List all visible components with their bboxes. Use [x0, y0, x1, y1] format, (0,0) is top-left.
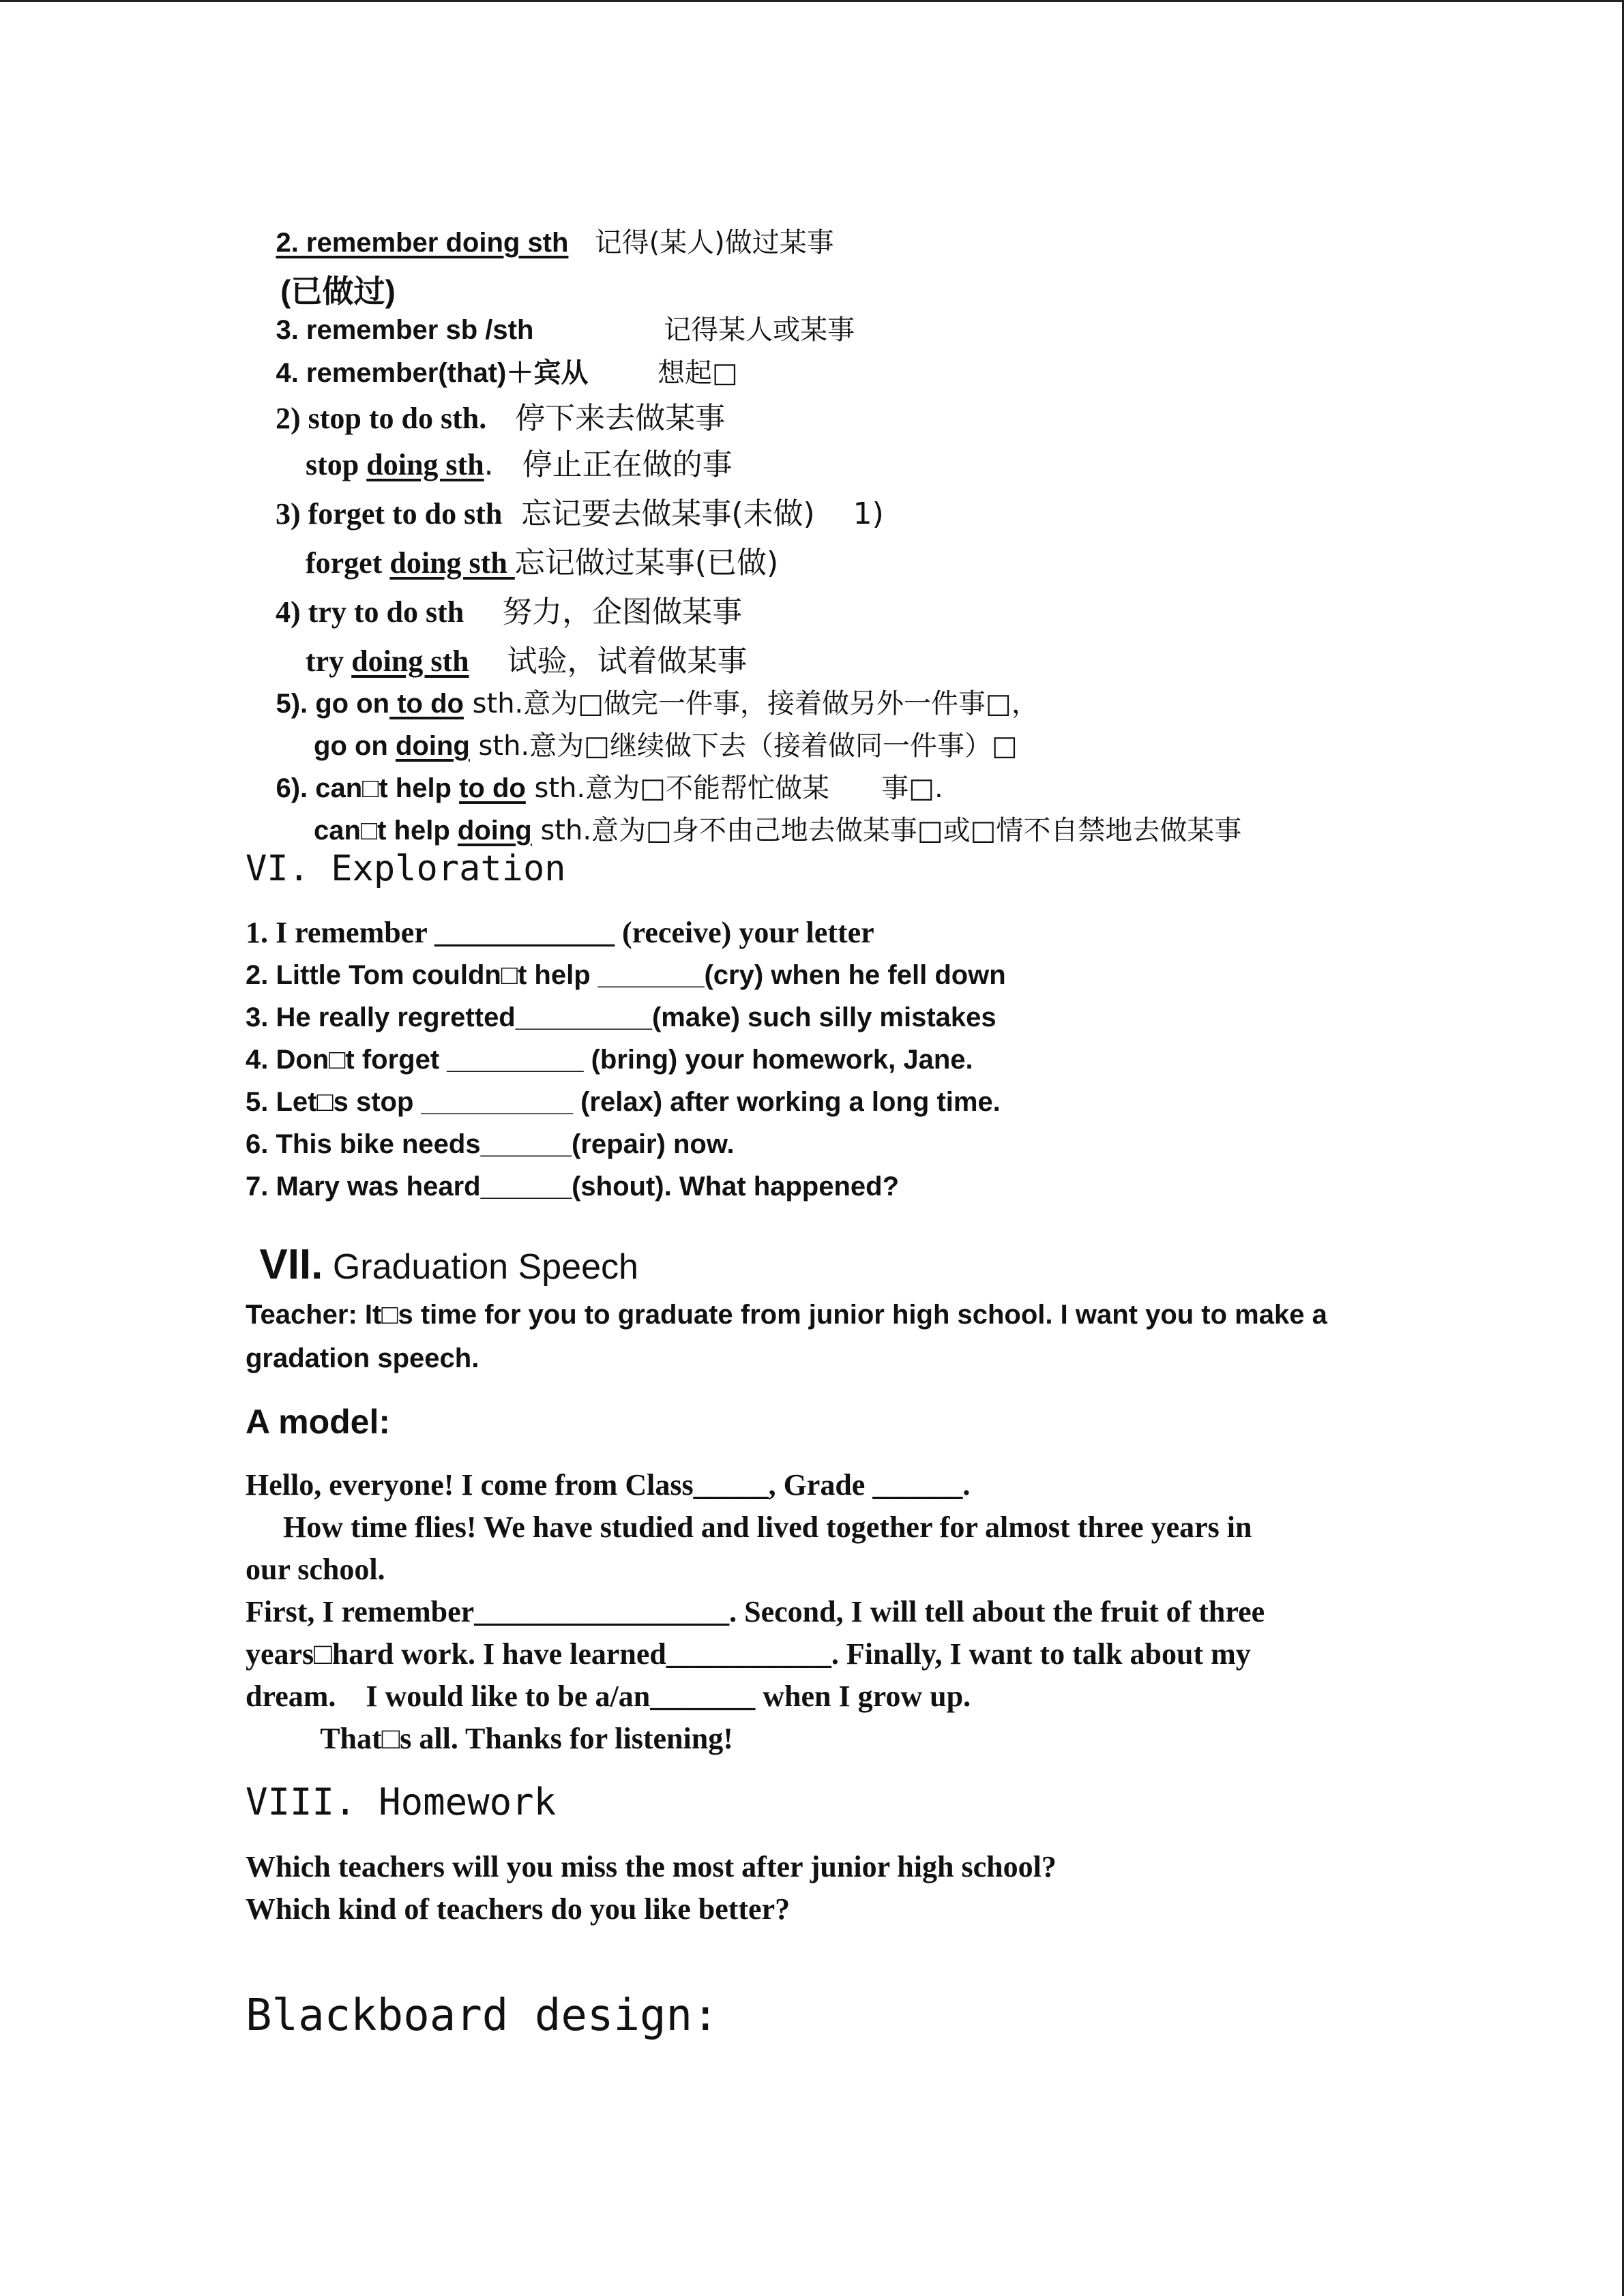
exploration-heading: VI. Exploration	[246, 848, 566, 889]
usage-meaning: 记得某人或某事	[533, 314, 855, 346]
usage-meaning: sth.意为□做完一件事，接着做另外一件事□，	[463, 688, 1039, 719]
model-line: our school.	[246, 1553, 385, 1586]
usage-meaning: 停下来去做某事	[486, 401, 726, 436]
usage-term: 4. remember(that)＋宾从	[276, 358, 589, 388]
usage-term: 3) forget to do sth	[276, 497, 503, 531]
usage-underlined: doing sth	[351, 644, 469, 678]
usage-meaning: 试验，试着做某事	[469, 644, 748, 679]
model-line: Hello, everyone! I come from Class_____, Grade ______.	[246, 1468, 971, 1502]
usage-term: stop	[276, 448, 367, 481]
usage-underlined: doing sth	[366, 448, 484, 481]
usage-meaning: 记得(某人)做过某事	[568, 227, 834, 258]
blackboard-heading: Blackboard design:	[246, 1991, 719, 2041]
teacher-line: Teacher: It□s time for you to graduate from junior high school. I want you to make a	[246, 1300, 1327, 1330]
usage-meaning: sth.意为□身不由己地去做某事□或□情不自禁地去做某事	[531, 815, 1242, 846]
exercise-item: 5. Let□s stop __________ (relax) after working a long time.	[246, 1087, 1001, 1117]
graduation-heading-text: Graduation Speech	[323, 1247, 638, 1287]
usage-term: 4) try to do sth	[276, 595, 464, 629]
usage-term: forget	[276, 546, 390, 580]
usage-underlined: to do	[389, 689, 464, 719]
usage-meaning: . 停止正在做的事	[484, 447, 733, 482]
usage-term: (已做过)	[280, 273, 396, 309]
exercise-item: 6. This bike needs______(repair) now.	[246, 1129, 735, 1159]
usage-meaning: 想起□	[588, 357, 738, 389]
usage-meaning: 忘记要去做某事(未做) 1)	[502, 496, 884, 531]
model-line: First, I remember_________________. Second, I will tell about the fruit of three	[246, 1595, 1265, 1628]
usage-term: try	[276, 644, 352, 678]
usage-meaning: 忘记做过某事(已做)	[514, 546, 779, 580]
usage-term: 2. remember doing sth	[276, 228, 569, 258]
usage-meaning: sth.意为□继续做下去（接着做同一件事）□	[469, 730, 1018, 762]
usage-term: 6). can□t help	[276, 773, 460, 803]
model-line: How time flies! We have studied and lived together for almost three years in	[246, 1510, 1252, 1544]
exercise-item: 3. He really regretted_________(make) such silly mistakes	[246, 1002, 996, 1032]
usage-term: can□t help	[276, 816, 458, 846]
usage-term: 2) stop to do sth.	[276, 402, 487, 435]
model-line: dream. I would like to be a/an_______ when I grow up.	[246, 1680, 971, 1713]
model-line: years□hard work. I have learned___________. Finally, I want to talk about my	[246, 1637, 1251, 1671]
usage-meaning: 努力，企图做某事	[464, 595, 743, 629]
usage-meaning: sth.意为□不能帮忙做某 事□.	[525, 773, 943, 804]
usage-term: go on	[276, 731, 396, 761]
exercise-item: 2. Little Tom couldn□t help _______(cry) when he fell down	[246, 960, 1006, 990]
usage-underlined: doing	[457, 816, 532, 846]
homework-line: Which teachers will you miss the most after junior high school?	[246, 1850, 1057, 1883]
exercise-item: 1. I remember ____________ (receive) your letter	[246, 916, 874, 949]
model-heading: A model:	[246, 1403, 391, 1441]
homework-heading: VIII. Homework	[246, 1780, 557, 1823]
model-line: That□s all. Thanks for listening!	[246, 1722, 733, 1755]
teacher-line: gradation speech.	[246, 1343, 479, 1373]
usage-underlined: to do	[459, 773, 526, 803]
exercise-item: 7. Mary was heard______(shout). What happened?	[246, 1172, 900, 1202]
graduation-heading-number: VII.	[259, 1241, 323, 1288]
page-top-border	[0, 0, 1624, 2]
graduation-heading	[246, 1233, 638, 1297]
exercise-item: 4. Don□t forget _________ (bring) your homework, Jane.	[246, 1045, 973, 1075]
usage-underlined: doing	[395, 731, 470, 761]
usage-term: 3. remember sb /sth	[276, 315, 534, 345]
homework-line: Which kind of teachers do you like better?	[246, 1892, 791, 1926]
usage-term: 5). go on	[276, 689, 390, 719]
usage-underlined: doing sth	[389, 546, 515, 580]
